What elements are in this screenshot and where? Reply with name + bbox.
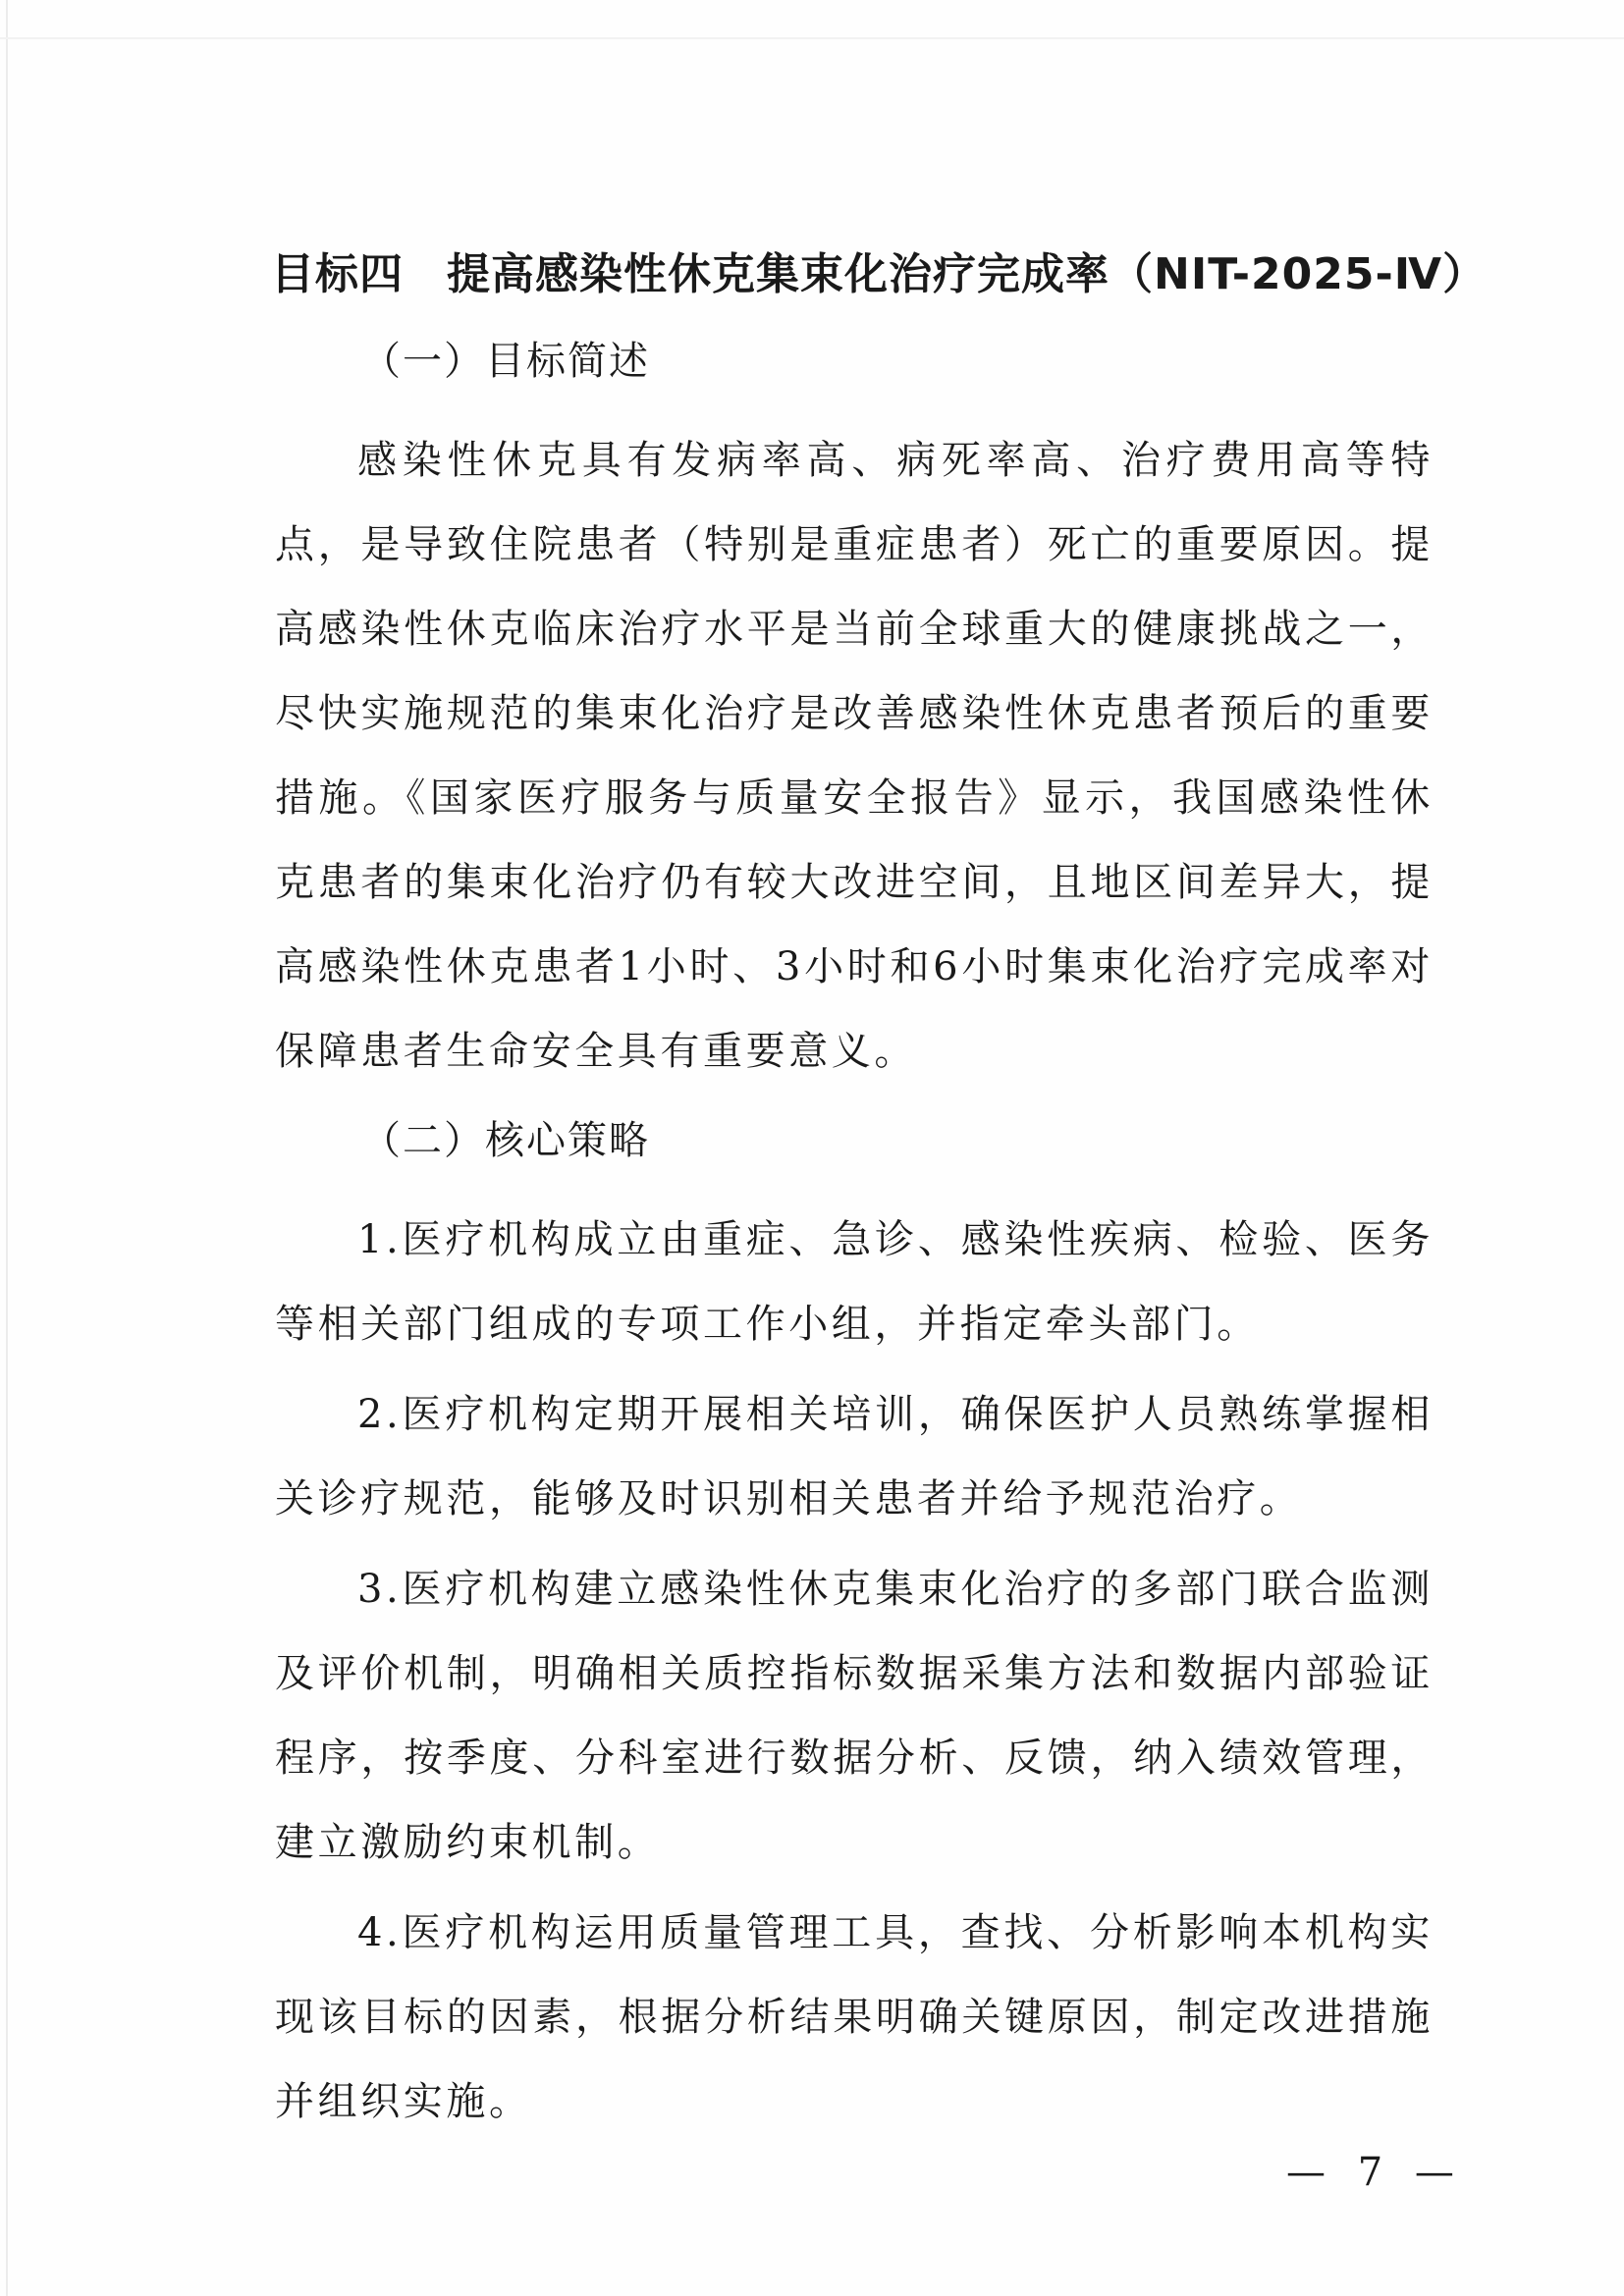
- overview-paragraph: 感染性休克具有发病率高、病死率高、治疗费用高等特点，是导致住院患者（特别是重症患者）死亡的重要原因。提高感染性休克临床治疗水平是当前全球重大的健康挑战之一，尽快实施规范的集束化治疗是改善感染性休克患者预后的重要措施。《国家医疗服务与质量安全报告》显示，我国感染性休克患者的集束化治疗仍有较大改进空间，且地区间差异大，提高感染性休克患者1小时、3小时和6小时集束化治疗完成率对保障患者生命安全具有重要意义。: [275, 438, 1434, 1074]
- title-main: 提高感染性休克集束化治疗完成率（NIT-2025-Ⅳ）: [447, 249, 1488, 299]
- page-title: [271, 245, 1488, 304]
- strategy-item-2: 2.医疗机构定期开展相关培训，确保医护人员熟练掌握相关诊疗规范，能够及时识别相关患者并给予规范治疗。: [275, 1392, 1434, 1522]
- section-heading-strategy: （二）核心策略: [361, 1118, 650, 1163]
- scan-edge-left: [6, 0, 8, 2296]
- strategy-item-1: 1.医疗机构成立由重症、急诊、感染性疾病、检验、医务等相关部门组成的专项工作小组，并指定牵头部门。: [275, 1217, 1434, 1347]
- page-number: — 7 —: [1286, 2150, 1464, 2195]
- scan-edge-top: [0, 37, 1624, 39]
- section-heading-overview: （一）目标简述: [361, 339, 650, 384]
- strategy-item-3: 3.医疗机构建立感染性休克集束化治疗的多部门联合监测及评价机制，明确相关质控指标数据采集方法和数据内部验证程序，按季度、分科室进行数据分析、反馈，纳入绩效管理，建立激励约束机制。: [275, 1567, 1434, 1865]
- strategy-item-4: 4.医疗机构运用质量管理工具，查找、分析影响本机构实现该目标的因素，根据分析结果明确关键原因，制定改进措施并组织实施。: [275, 1910, 1434, 2124]
- document-body: [271, 245, 1488, 2150]
- title-prefix: 目标四: [271, 249, 404, 299]
